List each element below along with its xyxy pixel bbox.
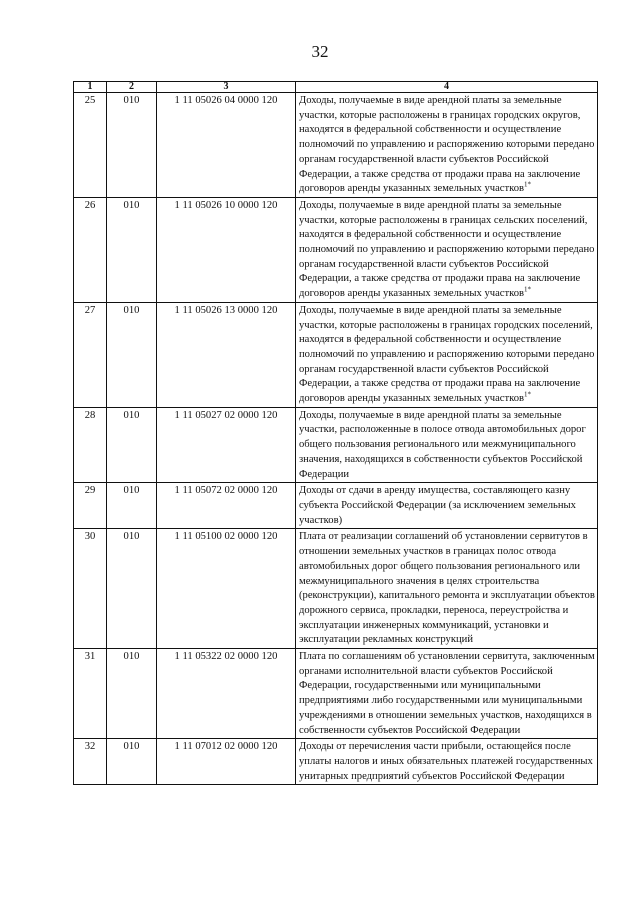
description-text: Плата от реализации соглашений об установлении сервитутов в отношении земельных участков в границах полос отвода автомобильных дорог общего пользования регионального или межмуниципального значения в целях строительства (реконструкции), капитального ремонта и эксплуатации объектов дорожного сервиса, прокладки, переноса, переустройства и эксплуатации инженерных коммуникаций, установки и эксплуатации рекламных конструкций	[299, 531, 595, 646]
description-cell	[296, 649, 598, 739]
description-cell	[296, 93, 598, 198]
budget-code-cell: 1 11 05100 02 0000 120	[157, 529, 296, 649]
admin-code-cell: 010	[107, 93, 157, 198]
row-number-cell: 31	[74, 649, 107, 739]
budget-code-cell: 1 11 05072 02 0000 120	[157, 483, 296, 529]
table-row	[74, 93, 598, 198]
description-text: Доходы, получаемые в виде арендной платы за земельные участки, расположенные в полосе отвода автомобильных дорог общего пользования регионального или межмуниципального значения, находящихся в собственности субъектов Российской Федерации	[299, 409, 586, 480]
table-row	[74, 529, 598, 649]
row-number-cell: 25	[74, 93, 107, 198]
description-text: Плата по соглашениям об установлении сервитута, заключенным органами исполнительной власти субъектов Российской Федерации, государственными или муниципальными предприятиями либо государственными или муниципальными учреждениями в отношении земельных участков, находящихся в собственности субъектов Российской Федерации	[299, 651, 595, 736]
revenue-codes-table	[73, 81, 598, 785]
admin-code-cell: 010	[107, 302, 157, 407]
row-number-cell: 32	[74, 739, 107, 785]
table-header-row	[74, 82, 598, 93]
description-cell	[296, 529, 598, 649]
page-number: 32	[311, 42, 329, 61]
admin-code-cell: 010	[107, 407, 157, 483]
row-number-cell: 26	[74, 197, 107, 302]
description-cell	[296, 197, 598, 302]
admin-code-cell: 010	[107, 483, 157, 529]
table-row	[74, 739, 598, 785]
footnote-mark: 1*	[524, 285, 532, 294]
budget-code-cell: 1 11 05026 04 0000 120	[157, 93, 296, 198]
description-cell	[296, 483, 598, 529]
column-header-2: 2	[107, 82, 157, 93]
admin-code-cell: 010	[107, 649, 157, 739]
budget-code-cell: 1 11 05322 02 0000 120	[157, 649, 296, 739]
footnote-mark: 1*	[524, 180, 532, 189]
row-number-cell: 28	[74, 407, 107, 483]
row-number-cell: 27	[74, 302, 107, 407]
table-row	[74, 407, 598, 483]
budget-code-cell: 1 11 05026 13 0000 120	[157, 302, 296, 407]
column-header-4: 4	[296, 82, 598, 93]
budget-code-cell: 1 11 05027 02 0000 120	[157, 407, 296, 483]
column-header-3: 3	[157, 82, 296, 93]
description-cell	[296, 739, 598, 785]
row-number-cell: 29	[74, 483, 107, 529]
table-row	[74, 197, 598, 302]
description-cell	[296, 407, 598, 483]
description-text: Доходы, получаемые в виде арендной платы за земельные участки, которые расположены в границах городских округов, находятся в федеральной собственности и осуществление полномочий по управлению и распоряжению которыми передано органам государственной власти субъектов Российской Федерации, а также средства от продажи права на заключение договоров аренды указанных земельных участков	[299, 95, 595, 195]
row-number-cell: 30	[74, 529, 107, 649]
budget-code-cell: 1 11 05026 10 0000 120	[157, 197, 296, 302]
description-cell	[296, 302, 598, 407]
description-text: Доходы, получаемые в виде арендной платы за земельные участки, которые расположены в границах городских поселений, находятся в федеральной собственности и осуществление полномочий по управлению и распоряжению которыми передано органам государственной власти субъектов Российской Федерации, а также средства от продажи права на заключение договоров аренды указанных земельных участков	[299, 304, 595, 405]
table-row	[74, 649, 598, 739]
column-header-1: 1	[74, 82, 107, 93]
admin-code-cell: 010	[107, 739, 157, 785]
description-text: Доходы от сдачи в аренду имущества, составляющего казну субъекта Российской Федерации (за исключением земельных участков)	[299, 485, 576, 526]
admin-code-cell: 010	[107, 197, 157, 302]
description-text: Доходы от перечисления части прибыли, остающейся после уплаты налогов и иных обязательных платежей государственных унитарных предприятий субъектов Российской Федерации	[299, 741, 593, 782]
table-row	[74, 302, 598, 407]
description-text: Доходы, получаемые в виде арендной платы за земельные участки, которые расположены в границах сельских поселений, находятся в федеральной собственности и осуществление полномочий по управлению и распоряжению которыми передано органам государственной власти субъектов Российской Федерации, а также средства от продажи права на заключение договоров аренды указанных земельных участков	[299, 199, 595, 300]
table-row	[74, 483, 598, 529]
footnote-mark: 1*	[524, 390, 532, 399]
admin-code-cell: 010	[107, 529, 157, 649]
budget-code-cell: 1 11 07012 02 0000 120	[157, 739, 296, 785]
